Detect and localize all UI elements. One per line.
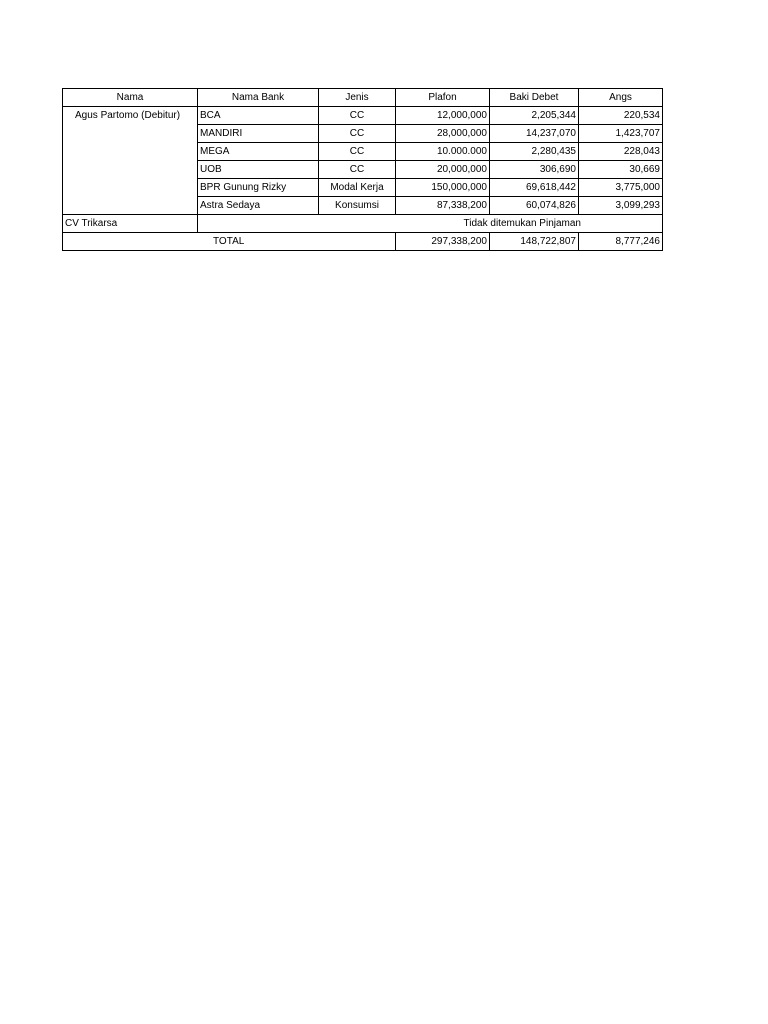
plafon-cell: 10.000.000 xyxy=(396,143,490,161)
total-label: TOTAL xyxy=(63,233,396,251)
total-plafon: 297,338,200 xyxy=(396,233,490,251)
header-baki-debet: Baki Debet xyxy=(490,89,579,107)
plafon-cell: 150,000,000 xyxy=(396,179,490,197)
baki-debet-cell: 14,237,070 xyxy=(490,125,579,143)
jenis-cell: CC xyxy=(319,143,396,161)
jenis-cell: CC xyxy=(319,125,396,143)
plafon-cell: 12,000,000 xyxy=(396,107,490,125)
angs-cell: 3,099,293 xyxy=(579,197,663,215)
plafon-cell: 20,000,000 xyxy=(396,161,490,179)
bank-cell: MANDIRI xyxy=(198,125,319,143)
table-row xyxy=(63,107,663,125)
bank-cell: UOB xyxy=(198,161,319,179)
header-jenis: Jenis xyxy=(319,89,396,107)
total-row xyxy=(63,233,663,251)
bank-cell: BPR Gunung Rizky xyxy=(198,179,319,197)
angs-cell: 220,534 xyxy=(579,107,663,125)
bank-cell: MEGA xyxy=(198,143,319,161)
angs-cell: 228,043 xyxy=(579,143,663,161)
spreadsheet-page xyxy=(62,88,663,251)
total-baki-debet: 148,722,807 xyxy=(490,233,579,251)
header-plafon: Plafon xyxy=(396,89,490,107)
jenis-cell: Konsumsi xyxy=(319,197,396,215)
baki-debet-cell: 60,074,826 xyxy=(490,197,579,215)
baki-debet-cell: 2,280,435 xyxy=(490,143,579,161)
no-loan-note: Tidak ditemukan Pinjaman xyxy=(198,215,663,233)
company-row xyxy=(63,215,663,233)
plafon-cell: 87,338,200 xyxy=(396,197,490,215)
total-angs: 8,777,246 xyxy=(579,233,663,251)
header-nama: Nama xyxy=(63,89,198,107)
jenis-cell: CC xyxy=(319,107,396,125)
header-angs: Angs xyxy=(579,89,663,107)
debtor-name-cell: Agus Partomo (Debitur) xyxy=(63,107,198,215)
angs-cell: 30,669 xyxy=(579,161,663,179)
header-nama-bank: Nama Bank xyxy=(198,89,319,107)
plafon-cell: 28,000,000 xyxy=(396,125,490,143)
jenis-cell: CC xyxy=(319,161,396,179)
company-name-cell: CV Trikarsa xyxy=(63,215,198,233)
bank-cell: Astra Sedaya xyxy=(198,197,319,215)
table-header-row xyxy=(63,89,663,107)
baki-debet-cell: 306,690 xyxy=(490,161,579,179)
baki-debet-cell: 69,618,442 xyxy=(490,179,579,197)
angs-cell: 1,423,707 xyxy=(579,125,663,143)
jenis-cell: Modal Kerja xyxy=(319,179,396,197)
angs-cell: 3,775,000 xyxy=(579,179,663,197)
baki-debet-cell: 2,205,344 xyxy=(490,107,579,125)
loan-summary-table xyxy=(62,88,663,251)
bank-cell: BCA xyxy=(198,107,319,125)
